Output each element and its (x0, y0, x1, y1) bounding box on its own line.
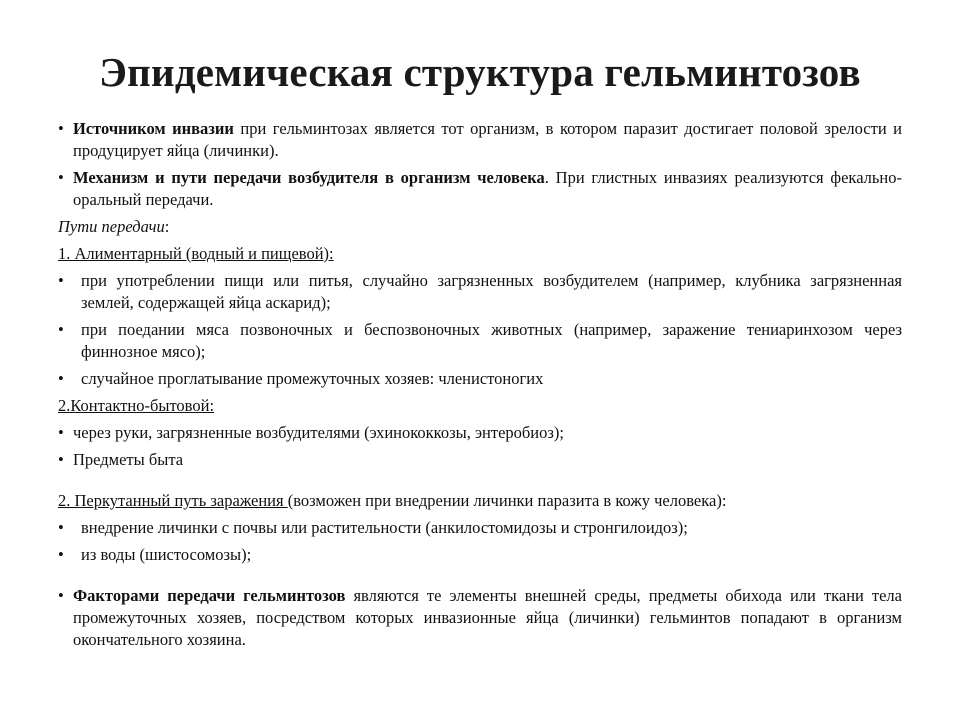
list-item-text: внедрение личинки с почвы или растительности (анкилостомидозы и стронгилоидоз); (81, 518, 688, 537)
list-item-text: при поедании мяса позвоночных и беспозвоночных животных (например, заражение тениаринхозом через финнозное мясо); (81, 320, 902, 361)
page-title: Эпидемическая структура гельминтозов (99, 49, 861, 95)
bullet-marker: • (58, 586, 64, 605)
text-mechanism: . При глистных инвазиях реализуются фекально-оральный передачи. (73, 168, 902, 209)
bullet-marker: • (58, 168, 64, 187)
term-factors: Факторами передачи гельминтозов (73, 586, 346, 605)
bullet-marker: • (58, 119, 64, 138)
paragraph-factors (58, 585, 902, 651)
paragraph-sources (58, 118, 902, 162)
list-item (58, 319, 902, 363)
paths-label (58, 216, 902, 238)
list-item (58, 368, 902, 390)
list-item (58, 422, 902, 444)
bullet-marker: • (58, 545, 64, 564)
section-percutaneous-heading (58, 490, 902, 512)
bullet-marker: • (58, 518, 64, 537)
text-sources: при гельминтозах является тот организм, в котором паразит достигает половой зрелости и продуцирует яйца (личинки). (73, 119, 902, 160)
list-item-text: при употреблении пищи или питья, случайно загрязненных возбудителем (например, клубника загрязненная землей, содержащей яйца аскарид); (81, 271, 902, 312)
list-item-text: случайное проглатывание промежуточных хозяев: членистоногих (81, 369, 544, 388)
list-item (58, 544, 902, 566)
list-item (58, 517, 902, 539)
bullet-marker: • (58, 423, 64, 442)
bullet-marker: • (58, 320, 64, 339)
list-item-text: через руки, загрязненные возбудителями (эхинококкозы, энтеробиоз); (73, 423, 564, 442)
list-item-text: из воды (шистосомозы); (81, 545, 252, 564)
bullet-marker: • (58, 369, 64, 388)
section-contact-heading: 2.Контактно-бытовой: (58, 396, 215, 415)
term-sources: Источником инвазии (73, 119, 234, 138)
paragraph-mechanism (58, 167, 902, 211)
section-percutaneous-title: 2. Перкутанный путь заражения (58, 491, 288, 510)
list-item (58, 270, 902, 314)
paths-label-text: Пути передачи (58, 217, 165, 236)
section-alimentary-heading: 1. Алиментарный (водный и пищевой): (58, 244, 334, 263)
content-body (58, 118, 902, 656)
list-item-text: Предметы быта (73, 450, 184, 469)
term-mechanism: Механизм и пути передачи возбудителя в организм человека (73, 168, 545, 187)
text-factors: являются те элементы внешней среды, предметы обихода или ткани тела промежуточных хозяев, посредством которых инвазионные яйца (личинки) гельминтов попадают в организм окончательного хозяина. (73, 586, 902, 649)
bullet-marker: • (58, 450, 64, 469)
paths-label-colon: : (164, 217, 170, 236)
bullet-marker: • (58, 271, 64, 290)
section-percutaneous-note: (возможен при внедрении личинки паразита в кожу человека): (287, 491, 727, 510)
list-item (58, 449, 902, 471)
